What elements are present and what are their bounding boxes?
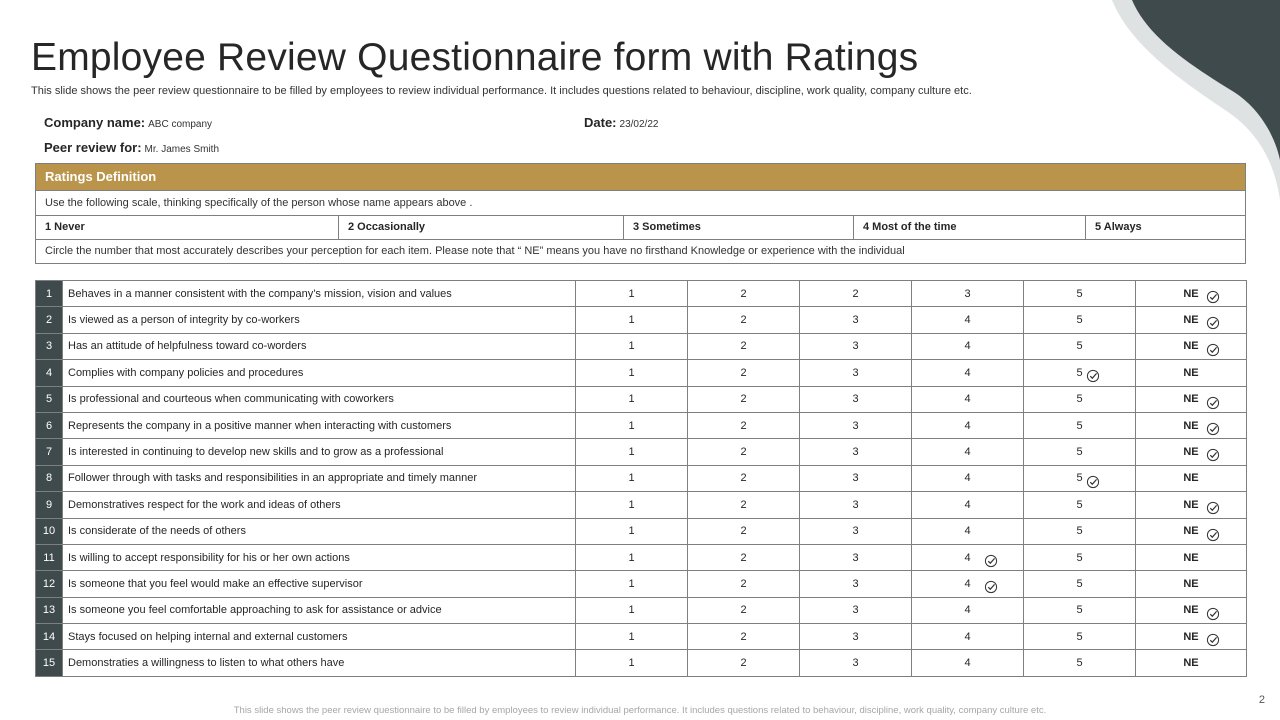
rating-value: NE (1183, 577, 1199, 590)
rating-option[interactable] (800, 597, 912, 623)
rating-value: 5 (1076, 472, 1083, 485)
rating-value: NE (1183, 340, 1199, 353)
rating-option[interactable] (688, 597, 800, 623)
rating-option[interactable] (1024, 492, 1136, 518)
rating-option[interactable] (912, 650, 1024, 676)
rating-value: 3 (852, 472, 859, 485)
table-row (36, 624, 1247, 650)
rating-value: 1 (628, 340, 635, 353)
rating-option[interactable] (688, 360, 800, 386)
rating-scale (36, 216, 1245, 240)
rating-ne[interactable] (1136, 518, 1247, 544)
rating-value: NE (1183, 604, 1199, 617)
company-value: ABC company (148, 119, 213, 130)
rating-option[interactable] (576, 333, 688, 359)
rating-value: 4 (964, 419, 971, 432)
rating-option[interactable] (576, 307, 688, 333)
rating-value: NE (1183, 393, 1199, 406)
rating-value: 1 (628, 657, 635, 670)
check-circle-icon (1206, 528, 1220, 542)
rating-value: 1 (628, 525, 635, 538)
table-row (36, 439, 1247, 465)
rating-value: 3 (852, 630, 859, 643)
rating-option[interactable] (576, 465, 688, 491)
question-text: Is someone you feel comfortable approaching to ask for assistance or advice (63, 597, 576, 623)
rating-value: 3 (852, 577, 859, 590)
rating-value: 1 (628, 472, 635, 485)
rating-option[interactable] (800, 492, 912, 518)
table-row (36, 465, 1247, 491)
table-row (36, 492, 1247, 518)
rating-option[interactable] (800, 518, 912, 544)
rating-ne[interactable] (1136, 465, 1247, 491)
rating-value: 3 (852, 314, 859, 327)
rating-value: 5 (1076, 630, 1083, 643)
rating-ne[interactable] (1136, 571, 1247, 597)
rating-option[interactable] (688, 439, 800, 465)
rating-option[interactable] (912, 307, 1024, 333)
rating-value: 1 (628, 393, 635, 406)
question-text: Is considerate of the needs of others (63, 518, 576, 544)
rating-option[interactable] (576, 412, 688, 438)
rating-option[interactable] (688, 465, 800, 491)
rating-option[interactable] (800, 386, 912, 412)
rating-option[interactable] (912, 386, 1024, 412)
page-number: 2 (1258, 694, 1265, 706)
rating-value: NE (1183, 551, 1199, 564)
rating-value: 1 (628, 287, 635, 300)
rating-option[interactable] (688, 412, 800, 438)
ratings-note: Circle the number that most accurately describes your perception for each item. Please note that “ NE” means you have no firsthand Knowledge or experience with the individual (45, 245, 905, 257)
rating-ne[interactable] (1136, 624, 1247, 650)
rating-option[interactable] (1024, 281, 1136, 307)
rating-value: 3 (852, 366, 859, 379)
rating-value: 4 (964, 577, 971, 590)
rating-option[interactable] (800, 650, 912, 676)
rating-option[interactable] (1024, 624, 1136, 650)
row-number: 7 (36, 439, 63, 465)
row-number: 11 (36, 544, 63, 570)
rating-value: NE (1183, 366, 1199, 379)
rating-value: 5 (1076, 657, 1083, 670)
rating-option[interactable] (800, 307, 912, 333)
rating-value: 1 (628, 314, 635, 327)
date-field (584, 115, 658, 130)
rating-value: 1 (628, 577, 635, 590)
rating-option[interactable] (912, 439, 1024, 465)
rating-option[interactable] (800, 412, 912, 438)
rating-option[interactable] (1024, 307, 1136, 333)
table-row (36, 281, 1247, 307)
rating-ne[interactable] (1136, 281, 1247, 307)
row-number: 8 (36, 465, 63, 491)
rating-value: 4 (964, 472, 971, 485)
row-number: 14 (36, 624, 63, 650)
rating-ne[interactable] (1136, 650, 1247, 676)
row-number: 10 (36, 518, 63, 544)
rating-value: NE (1183, 419, 1199, 432)
check-circle-icon (1086, 369, 1100, 383)
check-circle-icon (1206, 501, 1220, 515)
rating-value: 4 (964, 393, 971, 406)
rating-value: 3 (852, 393, 859, 406)
check-circle-icon (984, 554, 998, 568)
check-circle-icon (1206, 422, 1220, 436)
table-row (36, 650, 1247, 676)
rating-option[interactable] (576, 518, 688, 544)
rating-option[interactable] (800, 439, 912, 465)
row-number: 12 (36, 571, 63, 597)
rating-option[interactable] (912, 281, 1024, 307)
rating-option[interactable] (1024, 439, 1136, 465)
rating-option[interactable] (912, 360, 1024, 386)
rating-value: 1 (628, 551, 635, 564)
rating-value: NE (1183, 525, 1199, 538)
row-number: 1 (36, 281, 63, 307)
rating-value: 3 (852, 525, 859, 538)
rating-option[interactable] (1024, 597, 1136, 623)
rating-value: 5 (1076, 314, 1083, 327)
rating-value: 2 (740, 498, 747, 511)
scale-never: 1 Never (36, 216, 339, 239)
rating-value: 2 (740, 630, 747, 643)
rating-value: NE (1183, 314, 1199, 327)
rating-option[interactable] (800, 360, 912, 386)
rating-option[interactable] (1024, 360, 1136, 386)
rating-option[interactable] (912, 333, 1024, 359)
rating-option[interactable] (1024, 571, 1136, 597)
rating-ne[interactable] (1136, 412, 1247, 438)
rating-value: 2 (740, 419, 747, 432)
page-subtitle: This slide shows the peer review questionnaire to be filled by employees to review individual performance. It includes questions related to behaviour, discipline, work quality, company culture etc. (31, 85, 972, 97)
rating-ne[interactable] (1136, 492, 1247, 518)
check-circle-icon (1086, 475, 1100, 489)
rating-option[interactable] (912, 492, 1024, 518)
rating-option[interactable] (1024, 465, 1136, 491)
question-text: Is professional and courteous when communicating with coworkers (63, 386, 576, 412)
rating-value: 1 (628, 366, 635, 379)
rating-value: 4 (964, 604, 971, 617)
rating-option[interactable] (1024, 518, 1136, 544)
rating-value: 1 (628, 498, 635, 511)
table-row (36, 597, 1247, 623)
rating-value: 4 (964, 657, 971, 670)
rating-value: NE (1183, 630, 1199, 643)
question-text: Follower through with tasks and responsibilities in an appropriate and timely manner (63, 465, 576, 491)
questionnaire-table (35, 280, 1247, 677)
question-text: Is interested in continuing to develop new skills and to grow as a professional (63, 439, 576, 465)
rating-value: NE (1183, 446, 1199, 459)
rating-value: 3 (852, 340, 859, 353)
rating-option[interactable] (1024, 386, 1136, 412)
rating-value: 1 (628, 419, 635, 432)
row-number: 2 (36, 307, 63, 333)
rating-value: 4 (964, 446, 971, 459)
table-row (36, 412, 1247, 438)
question-text: Demonstratives respect for the work and ideas of others (63, 492, 576, 518)
rating-value: 4 (964, 525, 971, 538)
rating-value: 3 (852, 604, 859, 617)
rating-value: 5 (1076, 551, 1083, 564)
question-text: Is willing to accept responsibility for his or her own actions (63, 544, 576, 570)
rating-value: 5 (1076, 577, 1083, 590)
rating-ne[interactable] (1136, 333, 1247, 359)
rating-option[interactable] (576, 439, 688, 465)
rating-option[interactable] (1024, 412, 1136, 438)
table-row (36, 386, 1247, 412)
footer-note: This slide shows the peer review questionnaire to be filled by employees to review individual performance. It includes questions related to behaviour, discipline, work quality, company culture etc. (233, 705, 1047, 716)
check-circle-icon (984, 580, 998, 594)
rating-value: NE (1183, 498, 1199, 511)
rating-ne[interactable] (1136, 544, 1247, 570)
rating-value: 2 (852, 287, 859, 300)
check-circle-icon (1206, 633, 1220, 647)
peer-review-field (44, 140, 219, 155)
rating-option[interactable] (912, 544, 1024, 570)
question-text: Demonstraties a willingness to listen to what others have (63, 650, 576, 676)
rating-value: 5 (1076, 446, 1083, 459)
row-number: 4 (36, 360, 63, 386)
rating-option[interactable] (688, 386, 800, 412)
rating-option[interactable] (800, 544, 912, 570)
rating-value: 2 (740, 525, 747, 538)
scale-occasionally: 2 Occasionally (339, 216, 624, 239)
rating-value: 5 (1076, 525, 1083, 538)
rating-value: 2 (740, 393, 747, 406)
row-number: 6 (36, 412, 63, 438)
rating-option[interactable] (688, 544, 800, 570)
rating-value: 5 (1076, 604, 1083, 617)
rating-value: 2 (740, 472, 747, 485)
rating-value: 2 (740, 314, 747, 327)
check-circle-icon (1206, 448, 1220, 462)
rating-value: 3 (852, 419, 859, 432)
scale-always: 5 Always (1095, 221, 1142, 233)
rating-value: 5 (1076, 340, 1083, 353)
rating-ne[interactable] (1136, 597, 1247, 623)
rating-value: NE (1183, 472, 1199, 485)
rating-value: 3 (852, 498, 859, 511)
rating-value: 4 (964, 498, 971, 511)
table-row (36, 333, 1247, 359)
rating-option[interactable] (912, 465, 1024, 491)
rating-value: 3 (852, 657, 859, 670)
rating-value: 4 (964, 340, 971, 353)
question-text: Represents the company in a positive manner when interacting with customers (63, 412, 576, 438)
rating-value: 2 (740, 577, 747, 590)
rating-option[interactable] (800, 281, 912, 307)
rating-value: 2 (740, 551, 747, 564)
rating-value: 2 (740, 657, 747, 670)
rating-value: 3 (852, 551, 859, 564)
rating-option[interactable] (576, 281, 688, 307)
peer-value: Mr. James Smith (144, 144, 220, 155)
rating-ne[interactable] (1136, 360, 1247, 386)
row-number: 3 (36, 333, 63, 359)
question-text: Stays focused on helping internal and external customers (63, 624, 576, 650)
question-text: Behaves in a manner consistent with the company’s mission, vision and values (63, 281, 576, 307)
rating-option[interactable] (688, 650, 800, 676)
row-number: 5 (36, 386, 63, 412)
rating-value: 1 (628, 630, 635, 643)
table-row (36, 571, 1247, 597)
rating-value: NE (1183, 657, 1199, 670)
rating-value: 2 (740, 446, 747, 459)
date-label: Date: (584, 115, 617, 130)
rating-option[interactable] (688, 518, 800, 544)
scale-sometimes: 3 Sometimes (624, 216, 854, 239)
rating-value: 3 (852, 446, 859, 459)
rating-value: 1 (628, 604, 635, 617)
ratings-definition (35, 163, 1246, 264)
rating-value: 2 (740, 366, 747, 379)
rating-option[interactable] (688, 333, 800, 359)
rating-option[interactable] (576, 386, 688, 412)
rating-option[interactable] (800, 465, 912, 491)
rating-option[interactable] (1024, 650, 1136, 676)
row-number: 9 (36, 492, 63, 518)
company-field (44, 115, 212, 130)
rating-value: 5 (1076, 419, 1083, 432)
check-circle-icon (1206, 396, 1220, 410)
check-circle-icon (1206, 607, 1220, 621)
rating-value: 4 (964, 630, 971, 643)
rating-value: NE (1183, 287, 1199, 300)
rating-option[interactable] (800, 624, 912, 650)
table-row (36, 544, 1247, 570)
rating-option[interactable] (912, 412, 1024, 438)
rating-value: 4 (964, 366, 971, 379)
row-number: 13 (36, 597, 63, 623)
rating-option[interactable] (912, 571, 1024, 597)
rating-value: 1 (628, 446, 635, 459)
rating-value: 5 (1076, 287, 1083, 300)
rating-option[interactable] (800, 333, 912, 359)
rating-option[interactable] (576, 650, 688, 676)
ratings-instruction: Use the following scale, thinking specifically of the person whose name appears above . (36, 191, 1245, 216)
table-row (36, 307, 1247, 333)
rating-option[interactable] (576, 597, 688, 623)
rating-option[interactable] (576, 624, 688, 650)
table-row (36, 360, 1247, 386)
question-text: Is someone that you feel would make an effective supervisor (63, 571, 576, 597)
rating-value: 4 (964, 314, 971, 327)
rating-value: 5 (1076, 393, 1083, 406)
rating-option[interactable] (688, 281, 800, 307)
rating-ne[interactable] (1136, 386, 1247, 412)
rating-option[interactable] (576, 492, 688, 518)
rating-value: 3 (964, 287, 971, 300)
rating-option[interactable] (912, 624, 1024, 650)
table-row (36, 518, 1247, 544)
rating-option[interactable] (1024, 333, 1136, 359)
company-label: Company name: (44, 115, 146, 130)
peer-label: Peer review for: (44, 140, 142, 155)
rating-value: 4 (964, 551, 971, 564)
rating-value: 5 (1076, 366, 1083, 379)
rating-option[interactable] (576, 360, 688, 386)
question-text: Complies with company policies and procedures (63, 360, 576, 386)
rating-option[interactable] (800, 571, 912, 597)
page-title: Employee Review Questionnaire form with Ratings (31, 36, 919, 79)
rating-option[interactable] (576, 571, 688, 597)
rating-value: 5 (1076, 498, 1083, 511)
check-circle-icon (1206, 343, 1220, 357)
rating-option[interactable] (912, 518, 1024, 544)
rating-ne[interactable] (1136, 439, 1247, 465)
rating-value: 2 (740, 340, 747, 353)
rating-option[interactable] (576, 544, 688, 570)
ratings-heading: Ratings Definition (36, 164, 1245, 191)
rating-option[interactable] (912, 597, 1024, 623)
scale-most-of-the-time: 4 Most of the time (854, 216, 1086, 239)
check-circle-icon (1206, 290, 1220, 304)
rating-value: 2 (740, 604, 747, 617)
check-circle-icon (1206, 316, 1220, 330)
rating-option[interactable] (688, 492, 800, 518)
question-text: Is viewed as a person of integrity by co-workers (63, 307, 576, 333)
question-text: Has an attitude of helpfulness toward co-worders (63, 333, 576, 359)
rating-option[interactable] (688, 624, 800, 650)
rating-value: 2 (740, 287, 747, 300)
rating-option[interactable] (1024, 544, 1136, 570)
rating-option[interactable] (688, 307, 800, 333)
rating-ne[interactable] (1136, 307, 1247, 333)
date-value: 23/02/22 (619, 119, 659, 130)
row-number: 15 (36, 650, 63, 676)
rating-option[interactable] (688, 571, 800, 597)
